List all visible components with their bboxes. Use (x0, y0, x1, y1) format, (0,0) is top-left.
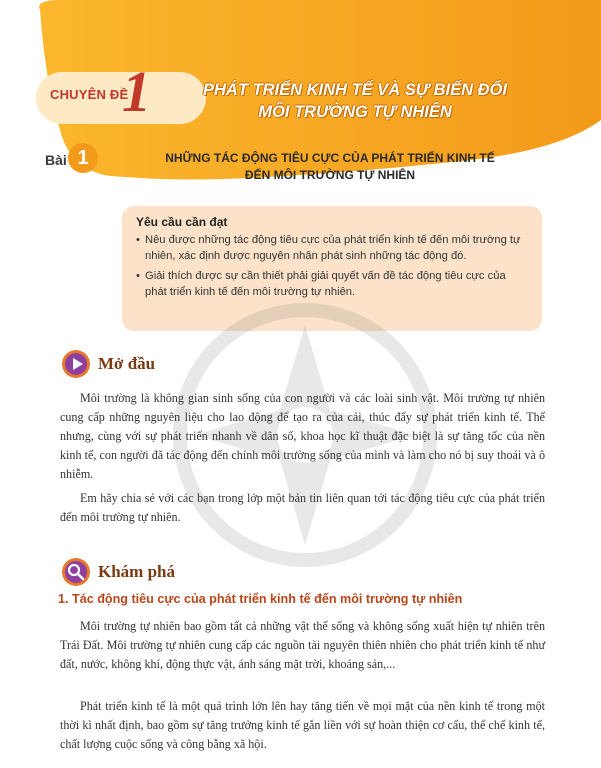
play-icon (60, 348, 92, 380)
chuyen-de-title (190, 79, 520, 123)
mo-dau-label: Mở đầu (98, 354, 156, 373)
chuyen-de-number: 1 (122, 59, 151, 124)
lesson-number: 1 (77, 147, 89, 169)
requirements-title: Yêu cầu cần đạt (136, 215, 228, 229)
chuyen-de-label: CHUYÊN ĐỀ (50, 87, 129, 102)
requirement-text: Giải thích được sự cần thiết phải giải quyết vấn đề tác động tiêu cực của phát triển kinh tế đến môi trường tự nhiên. (145, 270, 506, 298)
section-kham-pha-heading (60, 556, 175, 588)
section-mo-dau-heading (60, 348, 155, 380)
bullet-icon: • (136, 234, 140, 246)
magnifier-icon (60, 556, 92, 588)
kham-pha-label: Khám phá (98, 562, 175, 581)
lesson-title-line2: ĐẾN MÔI TRƯỜNG TỰ NHIÊN (244, 168, 416, 182)
bullet-icon: • (136, 270, 140, 282)
requirement-item (136, 268, 528, 300)
kham-pha-paragraph-1: Môi trường tự nhiên bao gồm tất cả những vật thể sống và không sống xuất hiện tự nhiên trên Trái Đất. Môi trường tự nhiên cung cấp các nguồn tài nguyên thiên nhiên cho phát triển kinh tế như đất, nước, không khí, động thực vật, ánh sáng mặt trời, khoáng sản,... (60, 619, 545, 671)
requirement-text: Nêu được những tác động tiêu cực của phát triển kinh tế đến môi trường tự nhiên, xác định được nguyên nhân phát sinh những tác động đó. (145, 234, 521, 262)
chuyen-de-title-line2: MÔI TRƯỜNG TỰ NHIÊN (258, 103, 452, 121)
lesson-label: Bài (45, 152, 67, 168)
kham-pha-paragraph-2: Phát triển kinh tế là một quá trình lớn lên hay tăng tiến về mọi mặt của nền kinh tế trong một thời kì nhất định, bao gồm sự tăng trưởng kinh tế gắn liền với sự hoàn thiện cơ cấu, thể chế kinh tế, chất lượng cuộc sống và công bằng xã hội. (60, 699, 545, 751)
requirement-item (136, 232, 528, 264)
lesson-title-line1: NHỮNG TÁC ĐỘNG TIÊU CỰC CỦA PHÁT TRIỂN KINH TẾ (165, 151, 495, 165)
lesson-title (120, 150, 540, 184)
mo-dau-paragraph-1: Môi trường là không gian sinh sống của con người và các loài sinh vật. Môi trường tự nhiên cung cấp những nguyên liệu cho lao động để tạo ra của cải, thúc đẩy sự phát triển kinh tế. Thế nhưng, cùng với sự phát triển nhanh về dân số, khoa học kĩ thuật đặc biệt là sự tăng tốc của nền kinh tế, con người đã tác động đến chính môi trường sống của mình và làm cho nó bị suy thoái và ô nhiễm. (60, 391, 545, 481)
mo-dau-paragraph-2: Em hãy chia sẻ với các bạn trong lớp một bản tin liên quan tới tác động tiêu cực của phát triển đến môi trường tự nhiên. (60, 491, 545, 524)
subsection-heading: 1. Tác động tiêu cực của phát triển kinh tế đến môi trường tự nhiên (58, 592, 463, 606)
chuyen-de-title-line1: PHÁT TRIỂN KINH TẾ VÀ SỰ BIẾN ĐỔI (203, 81, 507, 99)
